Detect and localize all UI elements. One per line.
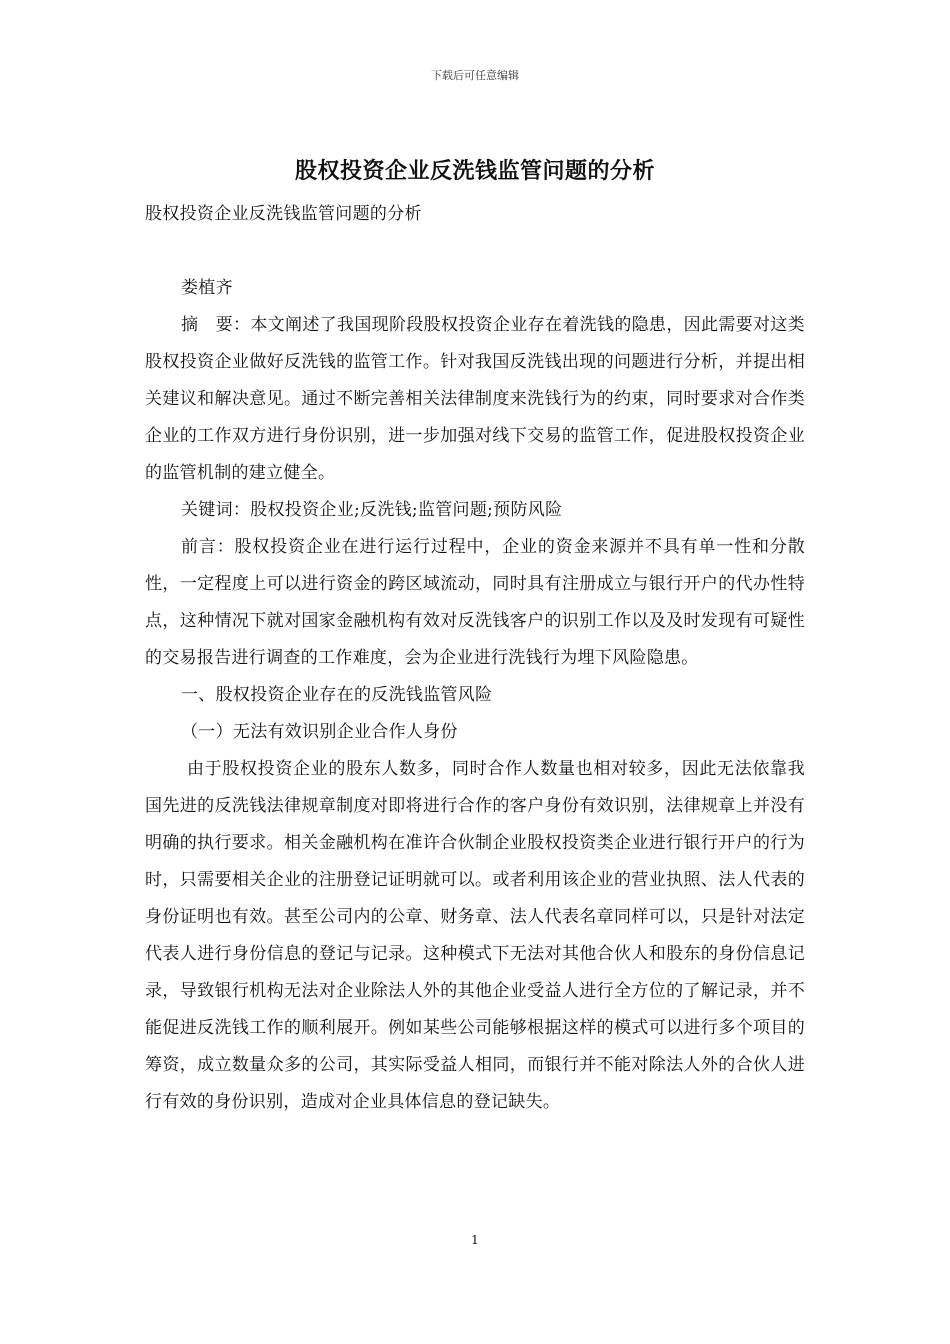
author-name: 娄植齐 xyxy=(181,278,233,298)
document-body xyxy=(145,196,805,1121)
document-title: 股权投资企业反洗钱监管问题的分析 xyxy=(294,158,655,184)
subsection-heading: （一）无法有效识别企业合作人身份 xyxy=(181,722,458,742)
page-header-note: 下载后可任意编辑 xyxy=(431,69,519,82)
preface-paragraph: 前言：股权投资企业在进行运行过程中，企业的资金来源并不具有单一性和分散性，一定程度上可以进行资金的跨区域流动，同时具有注册成立与银行开户的代办性特点，这种情况下就对国家金融机构有效对反洗钱客户的识别工作以及及时发现有可疑性的交易报告进行调查的工作难度，会为企业进行洗钱行为埋下风险隐患。 xyxy=(145,537,805,668)
body-paragraph: 由于股权投资企业的股东人数多，同时合作人数量也相对较多，因此无法依靠我国先进的反洗钱法律规章制度对即将进行合作的客户身份有效识别，法律规章上并没有明确的执行要求。相关金融机构在准许合伙制企业股权投资类企业进行银行开户的行为时，只需要相关企业的注册登记证明就可以。或者利用该企业的营业执照、法人代表的身份证明也有效。甚至公司内的公章、财务章、法人代表名章同样可以，只是针对法定代表人进行身份信息的登记与记录。这种模式下无法对其他合伙人和股东的身份信息记录，导致银行机构无法对企业除法人外的其他企业受益人进行全方位的了解记录，并不能促进反洗钱工作的顺利展开。例如某些公司能够根据这样的模式可以进行多个项目的筹资，成立数量众多的公司，其实际受益人相同，而银行并不能对除法人外的合伙人进行有效的身份识别，造成对企业具体信息的登记缺失。 xyxy=(145,759,805,1112)
section-heading: 一、股权投资企业存在的反洗钱监管风险 xyxy=(181,685,493,705)
subtitle: 股权投资企业反洗钱监管问题的分析 xyxy=(145,204,422,224)
abstract-paragraph: 摘 要：本文阐述了我国现阶段股权投资企业存在着洗钱的隐患，因此需要对这类股权投资企业做好反洗钱的监管工作。针对我国反洗钱出现的问题进行分析，并提出相关建议和解决意见。通过不断完善相关法律制度来洗钱行为的约束，同时要求对合作类企业的工作双方进行身份识别，进一步加强对线下交易的监管工作，促进股权投资企业的监管机制的建立健全。 xyxy=(145,315,805,483)
keywords-line: 关键词：股权投资企业;反洗钱;监管问题;预防风险 xyxy=(181,500,563,520)
page-number: 1 xyxy=(471,1233,479,1247)
blank-line xyxy=(145,233,805,270)
